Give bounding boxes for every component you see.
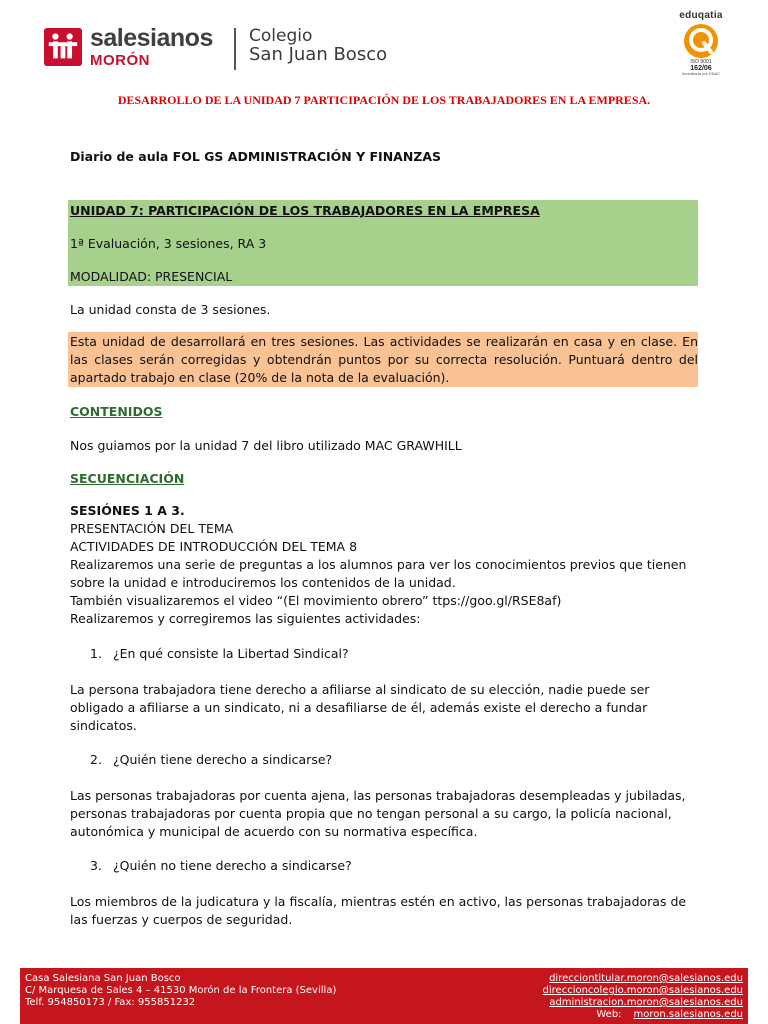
quality-q-icon <box>681 22 721 60</box>
sequence-line: Realizaremos una serie de preguntas a los alumnos para ver los conocimientos previos que tienen <box>70 557 687 572</box>
footer-email-link[interactable]: direccioncolegio.moron@salesianos.edu <box>542 985 743 996</box>
footer-email-link[interactable]: administracion.moron@salesianos.edu <box>549 997 743 1008</box>
page-header <box>0 0 768 90</box>
cert-accreditation: Acreditada por ENAC <box>681 71 721 76</box>
footer-contact-block <box>543 973 743 1021</box>
sessions-title: SESIÓNES 1 A 3. <box>70 503 185 518</box>
page-footer <box>20 968 748 1024</box>
question-text: ¿Quién tiene derecho a sindicarse? <box>113 752 333 767</box>
sequence-line: ACTIVIDADES DE INTRODUCCIÓN DEL TEMA 8 <box>70 539 358 554</box>
college-name <box>249 28 387 65</box>
question-number: 2. <box>90 752 102 767</box>
header-divider <box>234 28 236 70</box>
sessions-note: La unidad consta de 3 sesiones. <box>70 302 271 317</box>
answer-line: sindicatos. <box>70 718 137 733</box>
answer-line: obligado a afiliarse a un sindicato, ni a desafiliarse de él, además existe el derecho a fundar <box>70 700 648 715</box>
salesianos-logo <box>44 26 213 68</box>
sequence-line: PRESENTACIÓN DEL TEMA <box>70 521 234 536</box>
cert-iso: ISO 9001 <box>690 59 712 65</box>
answer-line: Las personas trabajadoras por cuenta ajena, las personas trabajadoras desempleadas y jubiladas, <box>70 788 686 803</box>
contents-text: Nos guiamos por la unidad 7 del libro utilizado MAC GRAWHILL <box>70 438 462 453</box>
sequence-heading: SECUENCIACIÓN <box>70 471 185 486</box>
brand-name: salesianos <box>90 24 213 52</box>
footer-phone: Telf. 954850173 / Fax: 955851232 <box>25 997 196 1008</box>
question-text: ¿En qué consiste la Libertad Sindical? <box>113 646 349 661</box>
eduqatia-certification <box>664 10 738 86</box>
footer-org: Casa Salesiana San Juan Bosco <box>25 973 181 984</box>
answer-line: autonómica y municipal de acuerdo con su normativa específica. <box>70 824 478 839</box>
diary-heading: Diario de aula FOL GS ADMINISTRACIÓN Y FINANZAS <box>70 149 442 164</box>
footer-web-label: Web: <box>596 1009 622 1020</box>
question-number: 3. <box>90 858 102 873</box>
answer-line: Los miembros de la judicatura y la fiscalía, mientras estén en activo, las personas trabajadoras de <box>70 894 687 909</box>
cert-title: eduqatia <box>679 10 723 21</box>
college-line1: Colegio <box>249 26 313 46</box>
sequence-line: sobre la unidad e introduciremos los contenidos de la unidad. <box>70 575 456 590</box>
document-title: DESARROLLO DE LA UNIDAD 7 PARTICIPACIÓN DE LOS TRABAJADORES EN LA EMPRESA. <box>117 93 651 107</box>
sequence-line: Realizaremos y corregiremos las siguientes actividades: <box>70 611 421 626</box>
question-number: 1. <box>90 646 102 661</box>
sequence-line: También visualizaremos el video “(El movimiento obrero” ttps://goo.gl/RSE8af) <box>70 593 562 608</box>
answer-line: las fuerzas y cuerpos de seguridad. <box>70 912 293 927</box>
unit-evaluation: 1ª Evaluación, 3 sesiones, RA 3 <box>70 236 267 251</box>
brand-city: MORÓN <box>90 52 150 69</box>
answer-line: La persona trabajadora tiene derecho a afiliarse al sindicato de su elección, nadie puede ser <box>70 682 650 697</box>
footer-address-block <box>25 973 336 1009</box>
activities-note: Esta unidad de desarrollará en tres sesiones. Las actividades se realizarán en casa y en clase. En las clases serán corregidas y obtendrán puntos por su correcta resolución. Puntuará dentro del apartado trabajo en clase (20% de la nota de la evaluación). <box>70 334 698 385</box>
footer-email-link[interactable]: direcciontitular.moron@salesianos.edu <box>549 973 743 984</box>
college-line2: San Juan Bosco <box>249 43 388 65</box>
answer-line: personas trabajadoras por cuenta propia que no tengan personal a su cargo, la policía nacional, <box>70 806 672 821</box>
unit-modality: MODALIDAD: PRESENCIAL <box>70 269 233 284</box>
question-text: ¿Quién no tiene derecho a sindicarse? <box>113 858 352 873</box>
footer-address: C/ Marquesa de Sales 4 – 41530 Morón de la Frontera (Sevilla) <box>25 985 337 996</box>
cert-number: 162/06 <box>690 65 712 72</box>
salesianos-emblem-icon <box>44 28 82 66</box>
footer-web-link[interactable]: moron.salesianos.edu <box>633 1009 743 1020</box>
unit-heading: UNIDAD 7: PARTICIPACIÓN DE LOS TRABAJADORES EN LA EMPRESA <box>70 203 540 218</box>
contents-heading: CONTENIDOS <box>70 404 163 419</box>
